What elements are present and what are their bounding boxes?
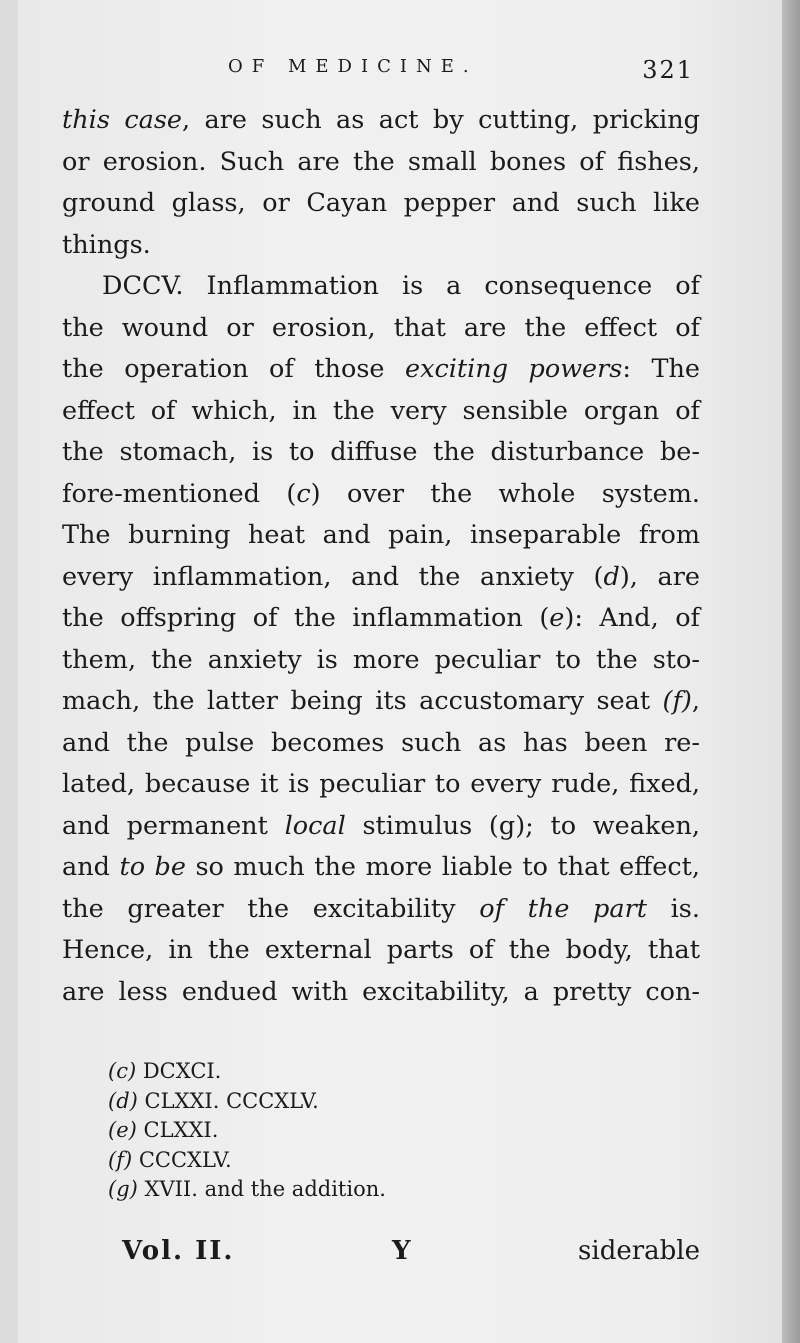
italic-text: local (284, 810, 346, 841)
footnote (108, 1116, 386, 1146)
text-line (62, 349, 700, 391)
line-text: the operation of those (62, 354, 405, 384)
italic-text: to be (119, 852, 186, 882)
footnote (108, 1175, 386, 1205)
text-line (62, 225, 700, 267)
line-text: effect of which, in the very sensible organ of (62, 395, 700, 426)
text-line (62, 764, 700, 806)
text-line (62, 681, 700, 723)
line-text: is. (647, 893, 700, 924)
line-text: ): And, of (564, 603, 700, 633)
text-line (62, 723, 700, 765)
line-text: and (62, 852, 120, 882)
paragraph-dccv (62, 266, 700, 1013)
catchword: siderable (578, 1236, 700, 1266)
italic-text: e (549, 603, 565, 633)
page-footer (62, 1236, 700, 1276)
line-text: ground glass, or Cayan pepper and such like (62, 188, 700, 218)
footnote-text: XVII. and the addition. (137, 1177, 386, 1201)
line-text: are less endued with excitability, a pretty con- (62, 976, 700, 1007)
footnote (108, 1057, 386, 1087)
footnote-text: CCCXLV. (132, 1147, 232, 1172)
text-line (62, 474, 700, 516)
line-text: the stomach, is to diffuse the disturbance be- (62, 437, 700, 467)
line-text: the offspring of the inflammation ( (62, 603, 550, 633)
line-text: the wound or erosion, that are the effect of (62, 312, 700, 343)
line-text: or erosion. Such are the small bones of fishes, (62, 146, 700, 177)
signature-mark: Y (392, 1236, 411, 1266)
italic-text: of the part (479, 893, 648, 924)
footnote-mark: (d) (108, 1088, 138, 1113)
footnote (108, 1146, 386, 1176)
footnote (108, 1087, 386, 1117)
line-text: mach, the latter being its accustomary seat (62, 686, 663, 716)
text-line (62, 806, 700, 848)
footnote-text: CLXXI. CCCXLV. (137, 1088, 319, 1113)
text-line (62, 847, 700, 889)
text-line (62, 391, 700, 433)
line-text: every inflammation, and the anxiety ( (62, 561, 604, 592)
italic-text: (f) (662, 686, 692, 716)
line-text: The burning heat and pain, inseparable from (62, 520, 700, 550)
volume-label: Vol. II. (122, 1236, 235, 1266)
text-line (62, 889, 700, 931)
line-text: ) over the whole system. (310, 478, 700, 509)
running-head: OF MEDICINE. (228, 56, 478, 77)
line-text: lated, because it is peculiar to every rude, fixed, (62, 769, 700, 799)
line-text: , (691, 686, 700, 716)
text-line (62, 308, 700, 350)
text-line (62, 930, 700, 972)
line-text: , are such as act by cutting, pricking (182, 105, 700, 135)
line-text: and the pulse becomes such as has been re- (62, 727, 700, 758)
line-text: the greater the excitability (62, 893, 480, 924)
line-text: so much the more liable to that effect, (185, 852, 700, 882)
italic-text: c (296, 478, 311, 509)
footnote-mark: (e) (108, 1118, 137, 1142)
line-text: ), are (619, 561, 700, 592)
text-line (62, 183, 700, 225)
footnote-mark: (g) (108, 1177, 138, 1201)
text-line (62, 100, 700, 142)
text-line (62, 972, 700, 1014)
line-text: : The (622, 354, 700, 384)
footnote-text: CLXXI. (136, 1118, 219, 1142)
line-text: DCCV. Inflammation is a consequence of (102, 271, 700, 301)
line-text: Hence, in the external parts of the body, that (62, 935, 700, 965)
italic-text: this case (62, 105, 182, 135)
text-line (62, 557, 700, 599)
text-line (62, 640, 700, 682)
text-line (62, 598, 700, 640)
footnotes (108, 1057, 386, 1205)
text-line (62, 432, 700, 474)
footnote-mark: (f) (108, 1147, 133, 1172)
italic-text: d (603, 561, 620, 592)
body-text (62, 100, 700, 1013)
line-text: them, the anxiety is more peculiar to the sto- (62, 644, 700, 675)
page-number: 321 (642, 56, 694, 84)
footnote-text: DCXCI. (136, 1059, 222, 1083)
line-text: fore-mentioned ( (62, 478, 297, 509)
text-line (62, 142, 700, 184)
line-text: and permanent (62, 810, 285, 841)
italic-text: exciting powers (404, 354, 623, 384)
line-text: things. (62, 229, 151, 260)
text-line (62, 266, 700, 308)
footnote-mark: (c) (108, 1059, 137, 1083)
paragraph-continuation (62, 100, 700, 266)
text-line (62, 515, 700, 557)
line-text: stimulus (g); to weaken, (345, 810, 700, 841)
